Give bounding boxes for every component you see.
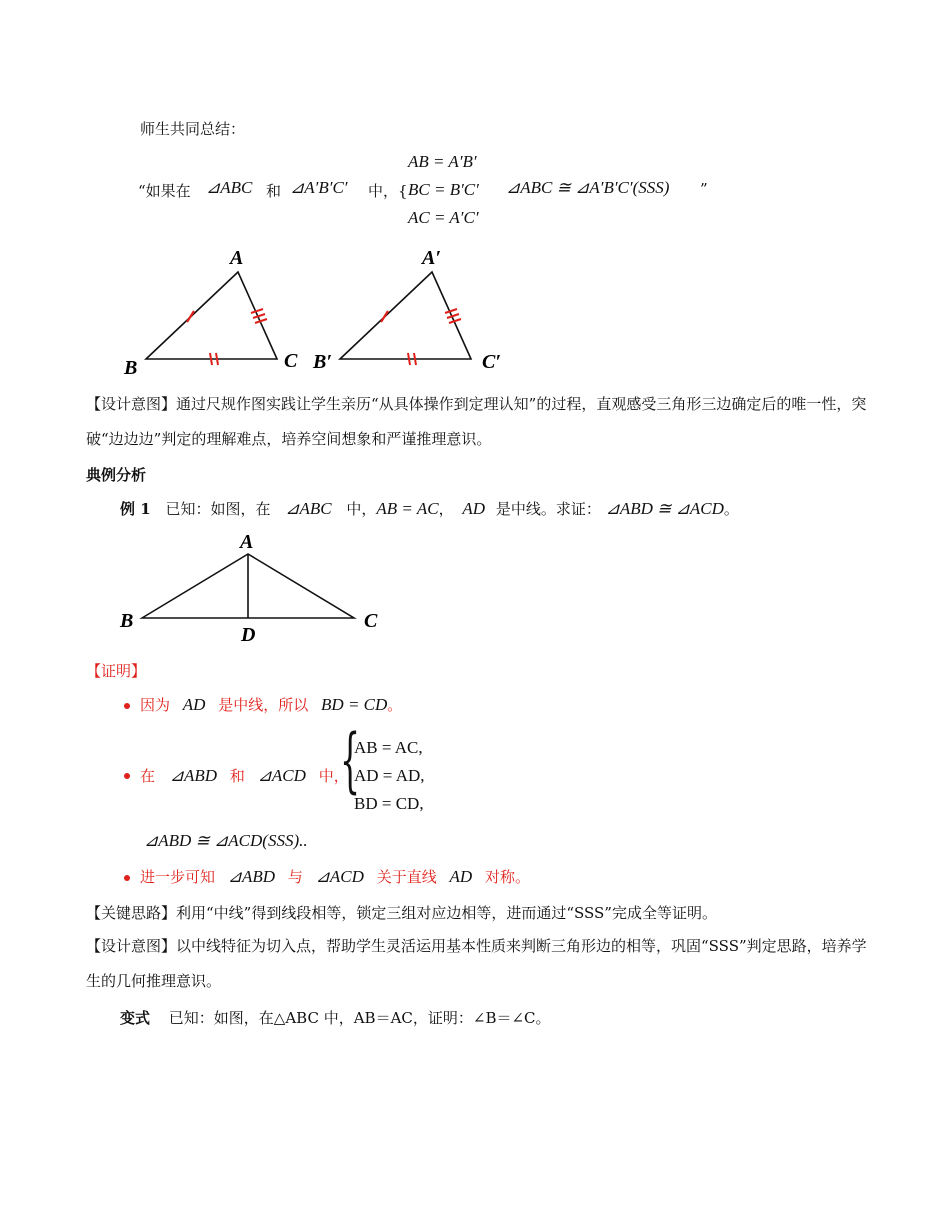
system-eq-2: AD = AD, [354,766,425,785]
variant-label: 变式 [120,1009,151,1027]
summary-intro: 师生共同总结： [140,120,246,138]
tick-a-prime-b-prime [381,311,388,322]
label-a-prime: A′ [422,247,441,269]
example-triangle: ⊿ABC [285,499,332,518]
proof-line-2 [140,765,349,786]
label-b: B [124,357,138,379]
example-text-b: 中， [346,500,377,518]
proof-line-1-ad: AD [182,695,206,714]
system-eq-3: BD = CD, [354,794,424,813]
theorem-zhong: 中，{ [368,182,408,200]
proof-line-1-eq: BD = CD [321,695,388,714]
system-eq-1: AB = AC, [354,738,423,757]
key-idea: 【关键思路】利用“中线”得到线段相等，锁定三组对应边相等，进而通过“SSS”完成全等证明。 [86,904,717,922]
theorem-open: “如果在 [138,182,191,200]
label-c-prime: C′ [482,351,501,373]
example-eq: AB = AC [376,499,439,518]
bullet-3 [124,875,130,881]
label-c: C [364,610,378,632]
example-comma: ， [438,500,454,518]
proof-line-2-and: 和 [229,767,245,785]
proof-line-4-c: 对称。 [484,868,530,886]
example-goal: ⊿ABD ≅ ⊿ACD [605,499,724,518]
proof-line-4-ad: AD [449,867,473,886]
proof-line-4 [140,866,530,887]
example-text-a: 已知：如图，在 [165,500,271,518]
design-intent-paragraph-1: 【设计意图】通过尺规作图实践让学生亲历“从具体操作到定理认知”的过程，直观感受三角形三边确定后的唯一性，突破“边边边”判定的理解难点，培养空间想象和严谨推理意识。 [86,395,867,448]
label-c: C [284,350,298,372]
tick-ac [251,309,267,323]
theorem-condition-2: BC = B′C′ [408,180,479,199]
system-brace: { [340,719,361,801]
proof-title: 【证明】 [86,662,147,680]
proof-line-4-a: 进一步可知 [140,868,216,886]
theorem-close: ” [700,180,708,198]
proof-line-4-b: 关于直线 [376,868,437,886]
variant-text: 已知：如图，在△ABC 中，AB＝AC，证明：∠B＝∠C。 [168,1009,551,1027]
triangle-abc [123,247,298,379]
proof-line-1 [140,694,402,715]
proof-line-2-a: 在 [140,767,156,785]
section-title: 典例分析 [86,466,147,484]
isosceles-triangle-figure [110,530,390,648]
proof-line-2-zhong: 中， [318,767,349,785]
example-text-c: 是中线。求证： [495,500,601,518]
proof-line-2-t1: ⊿ABD [169,766,218,785]
example-label: 例 1 [120,500,151,518]
tick-ab [187,311,194,322]
theorem-and: 和 [266,182,282,200]
example-ad: AD [462,499,486,518]
proof-line-4-with: 与 [287,868,303,886]
congruent-triangles-figure [110,240,530,380]
proof-line-2-t2: ⊿ACD [257,766,306,785]
label-a: A [240,531,254,553]
triangle-a-prime-b-prime-c-prime [312,247,501,373]
variant [120,1007,551,1028]
theorem-condition-1: AB = A′B′ [408,152,477,171]
proof-line-4-t2: ⊿ACD [315,867,364,886]
theorem-conclusion: ⊿ABC ≅ ⊿A′B′C′(SSS) [506,178,670,197]
proof-line-1-end: 。 [387,696,403,714]
example-end: 。 [723,500,739,518]
design-intent-paragraph-2: 【设计意图】以中线特征为切入点，帮助学生灵活运用基本性质来判断三角形边的相等，巩固“SSS”判定思路，培养学生的几何推理意识。 [86,937,867,990]
label-b-prime: B′ [313,351,332,373]
label-a: A [230,247,244,269]
bullet-1 [124,703,130,709]
proof-line-1-a: 因为 [140,696,171,714]
label-b: B [120,610,134,632]
theorem-condition-3: AC = A′C′ [408,208,479,227]
bullet-2 [124,773,130,779]
theorem-tri2: ⊿A′B′C′ [290,178,348,197]
tick-a-prime-c-prime [445,309,461,323]
label-d: D [241,624,256,646]
proof-line-1-b: 是中线，所以 [218,696,309,714]
theorem-tri1: ⊿ABC [206,178,253,197]
proof-line-3: ⊿ABD ≅ ⊿ACD(SSS).. [144,831,308,850]
example-1 [120,498,739,519]
proof-line-4-t1: ⊿ABD [227,867,276,886]
